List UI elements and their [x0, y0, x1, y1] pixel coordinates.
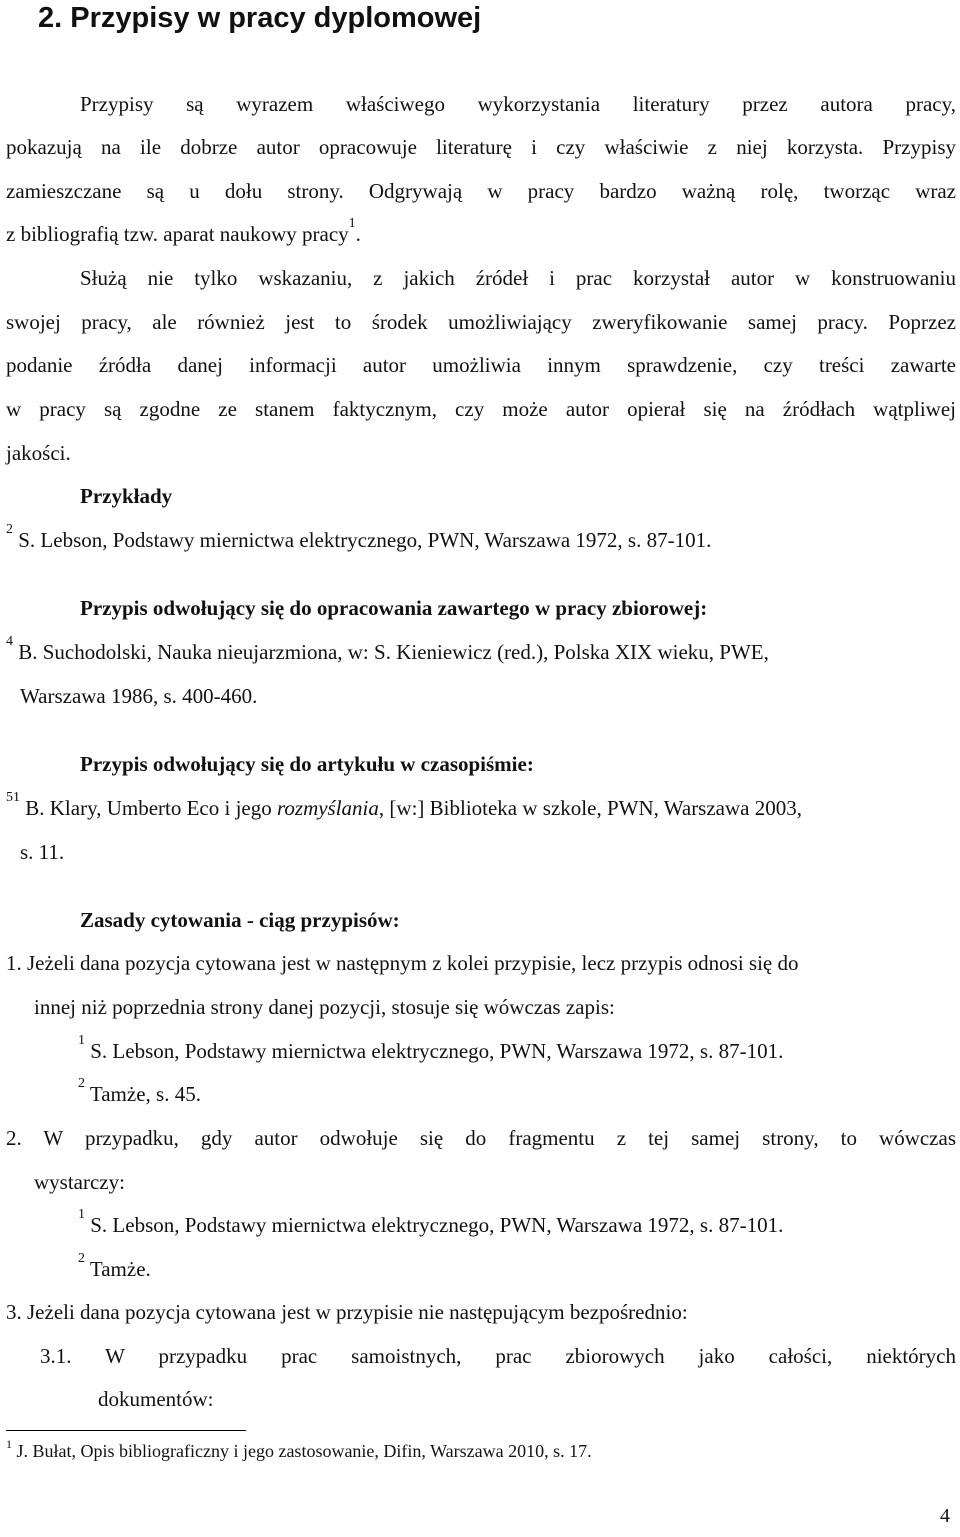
footnote — [6, 1437, 592, 1462]
rule1-line2: innej niż poprzednia strony danej pozycji, stosuje się wówczas zapis: — [34, 995, 615, 1019]
para2-line5: jakości. — [6, 441, 71, 465]
example3-marker: 51 — [6, 790, 20, 805]
para1-line4 — [6, 216, 361, 247]
para2-line3: podanie źródła danej informacji autor umożliwia innym sprawdzenie, czy treści zawarte — [6, 353, 956, 377]
page-title: 2. Przypisy w pracy dyplomowej — [38, 2, 482, 34]
para2-line1: Służą nie tylko wskazaniu, z jakich źródeł i prac korzystał autor w konstruowaniu — [80, 266, 956, 290]
example1-marker: 2 — [6, 522, 13, 537]
para1-line1: Przypisy są wyrazem właściwego wykorzystania literatury przez autora pracy, — [80, 92, 956, 116]
para2-line2: swojej pracy, ale również jest to środek umożliwiający zweryfikowanie samej pracy. Poprzez — [6, 310, 956, 334]
rule2-example-b — [78, 1251, 151, 1282]
example2-marker: 4 — [6, 634, 13, 649]
rule2-line2: wystarczy: — [34, 1170, 125, 1194]
rule2-line1: 2. W przypadku, gdy autor odwołuje się do fragmentu z tej samej strony, to wówczas — [6, 1126, 956, 1150]
example2-line2: Warszawa 1986, s. 400-460. — [20, 684, 258, 708]
footnote-marker: 1 — [6, 1437, 12, 1451]
example3-italic: rozmyślania — [277, 796, 379, 820]
rule3-1-line2: dokumentów: — [98, 1387, 214, 1411]
para1-line2: pokazują na ile dobrze autor opracowuje literaturę i czy właściwie z niej korzysta. Przypisy — [6, 135, 956, 159]
footnote-separator — [6, 1430, 246, 1431]
para2-line4: w pracy są zgodne ze stanem faktycznym, czy może autor opierał się na źródłach wątpliwej — [6, 397, 956, 421]
rule1-line1: 1. Jeżeli dana pozycja cytowana jest w następnym z kolei przypisie, lecz przypis odnosi się do — [6, 951, 799, 975]
example3-text-a: B. Klary, Umberto Eco i jego — [25, 796, 277, 820]
rule2-b-marker: 2 — [78, 1251, 85, 1266]
footnote-text: J. Bułat, Opis bibliograficzny i jego zastosowanie, Difin, Warszawa 2010, s. 17. — [16, 1441, 592, 1461]
para1-line4-end: . — [355, 222, 361, 246]
example1-text: S. Lebson, Podstawy miernictwa elektrycznego, PWN, Warszawa 1972, s. 87-101. — [18, 528, 712, 552]
footnote-ref: 1 — [348, 216, 356, 231]
examples-title: Przykłady — [80, 484, 173, 508]
rule3-1-line1: 3.1. W przypadku prac samoistnych, prac zbiorowych jako całości, niektórych — [40, 1344, 956, 1368]
example3-line2: s. 11. — [20, 840, 65, 864]
rule1-example-a — [78, 1033, 784, 1064]
rule1-a-text: S. Lebson, Podstawy miernictwa elektrycznego, PWN, Warszawa 1972, s. 87-101. — [90, 1039, 784, 1063]
example3-text-b: , [w:] Biblioteka w szkole, PWN, Warszawa 2003, — [378, 796, 802, 820]
example3-line1 — [6, 790, 802, 821]
rules-title: Zasady cytowania - ciąg przypisów: — [80, 908, 400, 932]
rule2-example-a — [78, 1207, 784, 1238]
rule1-b-marker: 2 — [78, 1076, 85, 1091]
para1-line4-text: z bibliografią tzw. aparat naukowy pracy — [6, 222, 349, 246]
rule3-line1: 3. Jeżeli dana pozycja cytowana jest w przypisie nie następującym bezpośrednio: — [6, 1300, 688, 1324]
rule1-b-text: Tamże, s. 45. — [89, 1082, 201, 1106]
page-number: 4 — [940, 1505, 950, 1527]
rule2-a-text: S. Lebson, Podstawy miernictwa elektrycznego, PWN, Warszawa 1972, s. 87-101. — [90, 1213, 784, 1237]
example1 — [6, 522, 712, 553]
example2-title: Przypis odwołujący się do opracowania zawartego w pracy zbiorowej: — [80, 596, 708, 620]
example2-text: B. Suchodolski, Nauka nieujarzmiona, w: S. Kieniewicz (red.), Polska XIX wieku, PWE, — [18, 640, 769, 664]
para1-line3: zamieszczane są u dołu strony. Odgrywają w pracy bardzo ważną rolę, tworząc wraz — [6, 179, 956, 203]
example3-title: Przypis odwołujący się do artykułu w czasopiśmie: — [80, 752, 534, 776]
rule2-a-marker: 1 — [78, 1207, 85, 1222]
rule2-b-text: Tamże. — [89, 1257, 151, 1281]
rule1-example-b — [78, 1076, 201, 1107]
rule1-a-marker: 1 — [78, 1033, 85, 1048]
example2-line1 — [6, 634, 769, 665]
